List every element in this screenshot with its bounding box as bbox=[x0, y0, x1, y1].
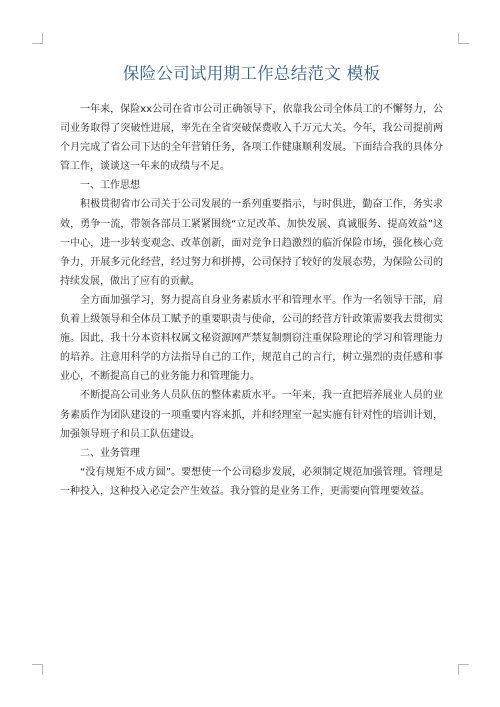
section-heading-business-management: 二、业务管理 bbox=[80, 447, 140, 459]
document-page bbox=[60, 62, 443, 501]
paragraph-study: 全方面加强学习，努力提高自身业务素质水平和管理水平。作为一名领导干部，肩负着上级领导和全体员工赋予的重要职责与使命，公司的经营方针政策需要我去贯彻实施。因此，我十分本资料权属文秘资源网严禁复制剽窃注重保险理论的学习和管理能力的培养。注意用科学的方法指导自己的工作，规范自己的言行，树立强烈的责任感和事业心，不断提高自己的业务能力和管理能力。 bbox=[60, 294, 443, 383]
paragraph-team-quality: 不断提高公司业务人员队伍的整体素质水平。一年来，我一直把培养展业人员的业务素质作为团队建设的一项重要内容来抓，并和经理室一起实施有针对性的培训计划，加强领导班子和员工队伍建设。 bbox=[60, 390, 443, 440]
page-corner-mark-bottom-right bbox=[458, 664, 469, 675]
document-body bbox=[60, 100, 443, 501]
page-corner-mark-top-right bbox=[458, 33, 469, 44]
paragraph-business-management: “没有规矩不成方圆”。要想使一个公司稳步发展，必须制定规范加强管理。管理是一种投入，这种投入必定会产生效益。我分管的是业务工作，更需要向管理要效益。 bbox=[60, 466, 443, 497]
paragraph-intro: 一年来，保险xx公司在省市公司正确领导下，依靠我公司全体员工的不懈努力，公司业务取得了突破性进展，率先在全省突破保费收入千万元大关。今年，我公司提前两个月完成了省公司下达的全年营销任务，各项工作健康顺利发展。下面结合我的具体分管工作，谈谈这一年来的成绩与不足。 bbox=[60, 104, 443, 173]
paragraph-work-thought: 积极贯彻省市公司关于公司发展的一系列重要指示，与时俱进，勤奋工作，务实求效，勇争一流，带领各部员工紧紧围绕“立足改革、加快发展、真诚服务、提高效益”这一中心，进一步转变观念、改革创新，面对竞争日趋激烈的临沂保险市场，强化核心竞争力，开展多元化经营，经过努力和拼搏，公司保持了较好的发展态势，为保险公司的持续发展，做出了应有的贡献。 bbox=[60, 199, 443, 287]
section-heading-work-thought: 一、工作思想 bbox=[80, 180, 140, 192]
document-title: 保险公司试用期工作总结范文 模板 bbox=[122, 64, 381, 83]
page-corner-mark-top-left bbox=[32, 33, 43, 44]
page-corner-mark-bottom-left bbox=[32, 664, 43, 675]
